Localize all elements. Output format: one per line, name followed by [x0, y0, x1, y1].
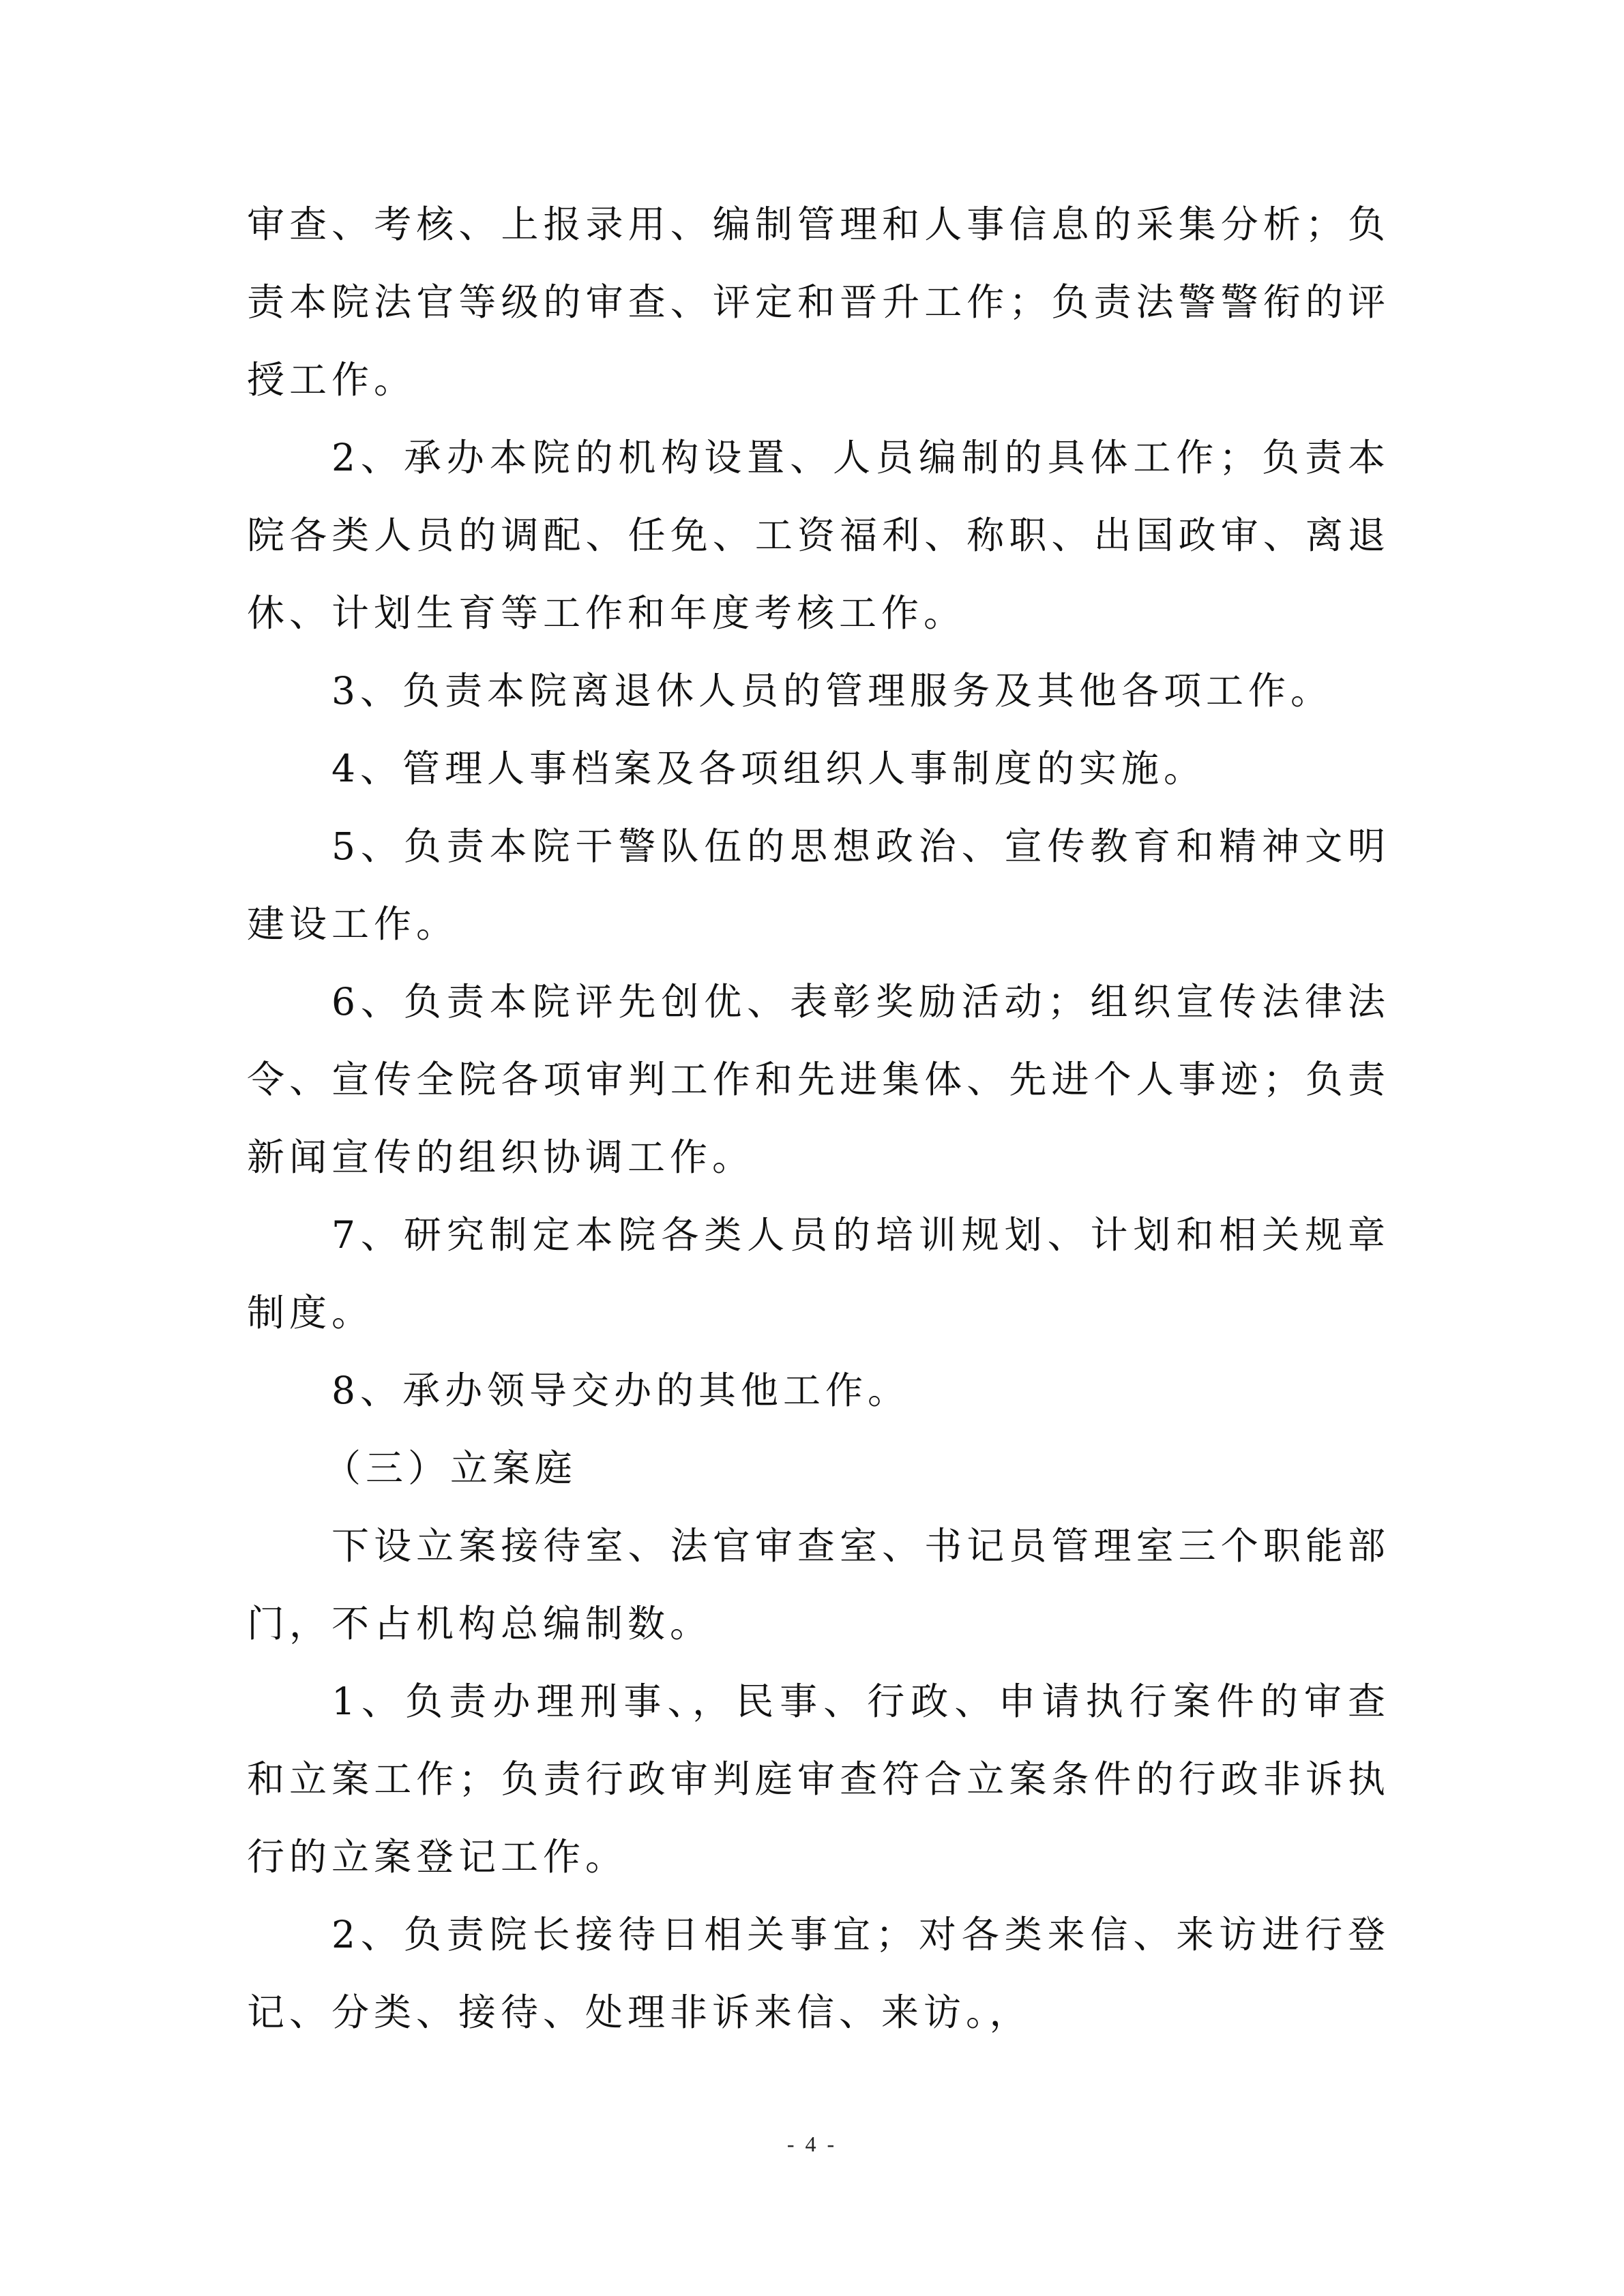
section-heading: （三）立案庭 [323, 1446, 578, 1490]
paragraph: 审查、考核、上报录用、编制管理和人事信息的采集分析；负责本院法官等级的审查、评定和晋升工作；负责法警警衔的评授工作。 [247, 203, 1390, 402]
paragraph: 4、管理人事档案及各项组织人事制度的实施。 [331, 747, 1206, 790]
paragraph: 6、负责本院评先创优、表彰奖励活动；组织宣传法律法令、宣传全院各项审判工作和先进集体、先进个人事迹；负责新闻宣传的组织协调工作。 [247, 980, 1390, 1179]
paragraph: 下设立案接待室、法官审查室、书记员管理室三个职能部门，不占机构总编制数。 [247, 1524, 1390, 1645]
paragraph: 2、承办本院的机构设置、人员编制的具体工作；负责本院各类人员的调配、任免、工资福利、称职、出国政审、离退休、计划生育等工作和年度考核工作。 [247, 436, 1390, 635]
paragraph: 7、研究制定本院各类人员的培训规划、计划和相关规章制度。 [247, 1213, 1390, 1335]
paragraph: 3、负责本院离退休人员的管理服务及其他各项工作。 [331, 669, 1333, 713]
page-number: - 4 - [786, 2132, 838, 2156]
paragraph: 5、负责本院干警队伍的思想政治、宣传教育和精神文明建设工作。 [247, 824, 1390, 946]
body-text [247, 185, 1390, 2051]
paragraph: 1、负责办理刑事、，民事、行政、申请执行案件的审查和立案工作；负责行政审判庭审查符合立案条件的行政非诉执行的立案登记工作。 [247, 1680, 1390, 1879]
paragraph: 8、承办领导交办的其他工作。 [331, 1369, 910, 1412]
paragraph: 2、负责院长接待日相关事宜；对各类来信、来访进行登记、分类、接待、处理非诉来信、来访。， [247, 1913, 1390, 2034]
